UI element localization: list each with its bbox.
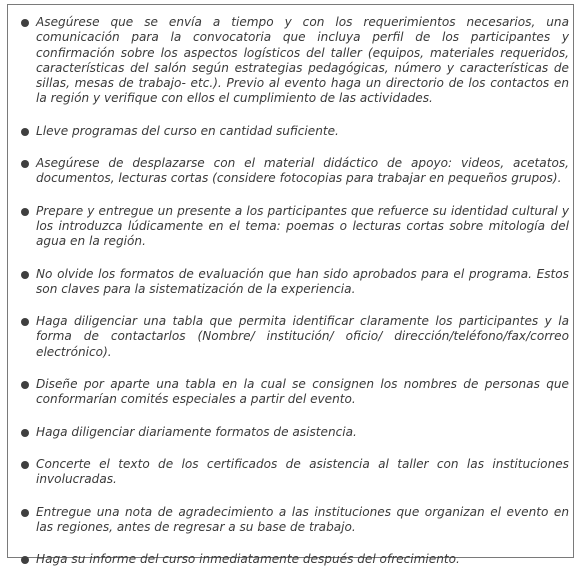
list-item [20,314,569,360]
list-item-text: Asegúrese de desplazarse con el material didáctico de apoyo: videos, acetatos, documentos, lecturas cortas (considere fotocopias para trabajar en pequeños grupos). [36,156,569,186]
bullet-icon [21,271,29,279]
list-item [20,457,569,488]
list-item [20,377,569,408]
bullet-icon [21,509,29,517]
bullet-icon [21,128,29,136]
bullet-icon [21,19,29,27]
list-item [20,267,569,298]
bullet-list [8,5,573,567]
list-item [20,552,569,567]
list-item [20,156,569,187]
bullet-icon [21,160,29,168]
list-item-text: Haga diligenciar una tabla que permita identificar claramente los participantes y la forma de contactarlos (Nombre/ institución/ oficio/ dirección/teléfono/fax/correo electrónico). [36,314,569,359]
list-item [20,505,569,536]
list-item-text: Prepare y entregue un presente a los participantes que refuerce su identidad cultural y los introduzca lúdicamente en el tema: poemas o lecturas cortas sobre mitología del agua en la región. [36,203,569,249]
list-item [20,204,569,250]
list-item [20,425,569,440]
list-item [20,15,569,107]
list-item-text: Haga su informe del curso inmediatamente después del ofrecimiento. [36,552,460,567]
list-item-text: Diseñe por aparte una tabla en la cual se consignen los nombres de personas que conformarían comités especiales a partir del evento. [36,377,569,407]
list-item-text: No olvide los formatos de evaluación que han sido aprobados para el programa. Estos son claves para la sistematización de la experiencia. [36,266,569,296]
list-item-text: Concerte el texto de los certificados de asistencia al taller con las instituciones involucradas. [36,456,569,487]
bullet-icon [21,556,29,564]
bullet-icon [21,318,29,326]
list-item-text: Lleve programas del curso en cantidad suficiente. [36,123,339,138]
checklist-box [7,4,574,567]
bullet-icon [21,208,29,216]
bullet-icon [21,461,29,469]
list-item-text: Entregue una nota de agradecimiento a las instituciones que organizan el evento en las regiones, antes de regresar a su base de trabajo. [36,504,569,534]
list-item [20,124,569,139]
bullet-icon [21,381,29,389]
list-item-text: Asegúrese que se envía a tiempo y con los requerimientos necesarios, una comunicación para la convocatoria que incluya perfil de los participantes y confirmación sobre los aspectos logísticos del taller (equipos, materiales requeridos, características del salón según estrategias pedagógicas, número y características de sillas, mesas de trabajo- etc.). Previo al evento haga un directorio de los contactos en la región y verifique con ellos el cumplimiento de las actividades. [36,15,569,106]
list-item-text: Haga diligenciar diariamente formatos de asistencia. [36,424,357,439]
bullet-icon [21,429,29,437]
